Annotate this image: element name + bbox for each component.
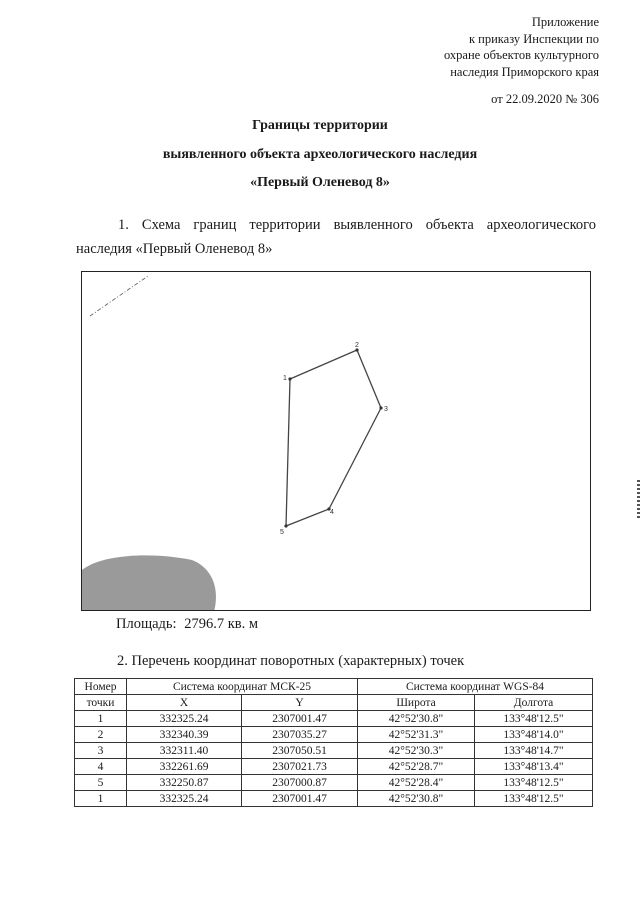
area-value: 2796.7 кв. м <box>184 616 259 632</box>
latitude-header: Широта <box>358 695 475 711</box>
appendix-line: к приказу Инспекции по <box>468 31 599 46</box>
longitude-cell: 133°48'12.5" <box>475 775 593 791</box>
scheme-drawing <box>82 272 591 611</box>
x-header: X <box>127 695 242 711</box>
table-row <box>75 775 593 791</box>
longitude-header: Долгота <box>475 695 593 711</box>
point-number-header-2: точки <box>75 695 127 711</box>
boundary-polygon <box>286 350 381 526</box>
table-row <box>75 711 593 727</box>
point-label-4: 4 <box>330 509 334 516</box>
wgs84-header: Система координат WGS-84 <box>358 679 593 695</box>
coordinates-table <box>74 678 593 807</box>
latitude-cell: 42°52'28.4" <box>358 775 475 791</box>
longitude-cell: 133°48'12.5" <box>475 711 593 727</box>
section-1-heading: 1. Схема границ территории выявленного объекта археологического наследия «Первый Оленевод 8» <box>76 217 596 257</box>
point-label-3: 3 <box>384 406 388 413</box>
table-row <box>75 727 593 743</box>
y-cell: 2307050.51 <box>242 743 358 759</box>
y-cell: 2307021.73 <box>242 759 358 775</box>
latitude-cell: 42°52'28.7" <box>358 759 475 775</box>
point-number-cell: 1 <box>75 711 127 727</box>
y-cell: 2307000.87 <box>242 775 358 791</box>
longitude-cell: 133°48'14.7" <box>475 743 593 759</box>
y-cell: 2307035.27 <box>242 727 358 743</box>
dashed-survey-line <box>90 276 148 316</box>
table-row <box>75 743 593 759</box>
y-header: Y <box>242 695 358 711</box>
point-number-cell: 5 <box>75 775 127 791</box>
x-cell: 332325.24 <box>127 711 242 727</box>
table-header-row <box>75 679 593 695</box>
point-number-cell: 4 <box>75 759 127 775</box>
point-number-cell: 2 <box>75 727 127 743</box>
latitude-cell: 42°52'30.8" <box>358 711 475 727</box>
x-cell: 332325.24 <box>127 791 242 807</box>
x-cell: 332311.40 <box>127 743 242 759</box>
page-title-line-1: Границы территории <box>252 118 388 133</box>
appendix-header <box>339 14 599 80</box>
area-line <box>116 616 258 633</box>
x-cell: 332250.87 <box>127 775 242 791</box>
boundary-point-1 <box>288 377 291 380</box>
latitude-cell: 42°52'30.8" <box>358 791 475 807</box>
y-cell: 2307001.47 <box>242 711 358 727</box>
page-title-line-3: «Первый Оленевод 8» <box>250 175 390 190</box>
point-number-cell: 3 <box>75 743 127 759</box>
table-row <box>75 791 593 807</box>
longitude-cell: 133°48'12.5" <box>475 791 593 807</box>
longitude-cell: 133°48'13.4" <box>475 759 593 775</box>
boundary-point-5 <box>284 524 287 527</box>
table-row <box>75 759 593 775</box>
appendix-line: охране объектов культурного <box>443 48 599 62</box>
point-number-cell: 1 <box>75 791 127 807</box>
appendix-line: Приложение <box>531 15 599 29</box>
shaded-area <box>82 555 216 611</box>
latitude-cell: 42°52'31.3" <box>358 727 475 743</box>
appendix-line: наследия Приморского края <box>450 64 599 79</box>
area-label: Площадь: <box>116 616 177 632</box>
table-subheader-row <box>75 695 593 711</box>
boundary-point-3 <box>379 406 382 409</box>
section-2-heading: 2. Перечень координат поворотных (характерных) точек <box>117 653 465 669</box>
page-title-line-2: выявленного объекта археологического наследия <box>162 147 478 162</box>
order-reference: от 22.09.2020 № 306 <box>491 92 599 106</box>
msk25-header: Система координат МСК-25 <box>127 679 358 695</box>
point-label-1: 1 <box>283 375 287 382</box>
longitude-cell: 133°48'14.0" <box>475 727 593 743</box>
x-cell: 332261.69 <box>127 759 242 775</box>
point-label-5: 5 <box>280 529 284 536</box>
boundary-scheme <box>81 271 591 611</box>
y-cell: 2307001.47 <box>242 791 358 807</box>
latitude-cell: 42°52'30.3" <box>358 743 475 759</box>
point-number-header: Номер <box>75 679 127 695</box>
x-cell: 332340.39 <box>127 727 242 743</box>
point-label-2: 2 <box>355 342 359 349</box>
